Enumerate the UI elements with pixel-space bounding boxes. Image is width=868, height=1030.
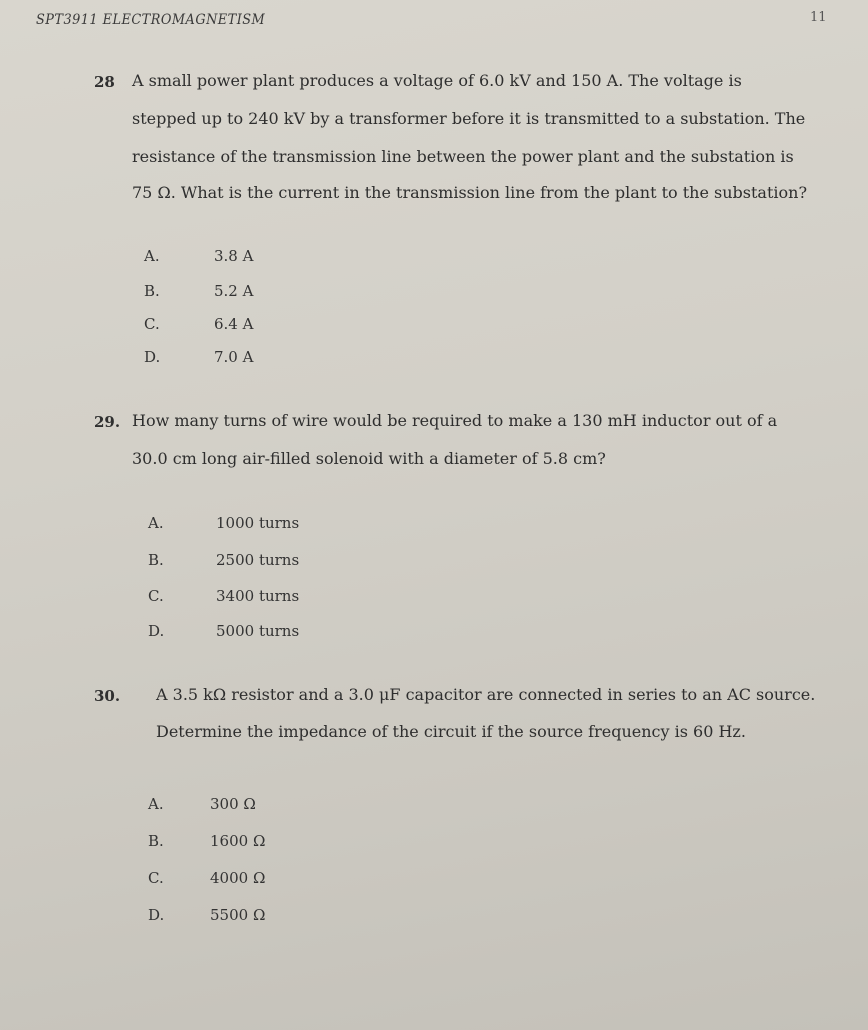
option-letter: B. bbox=[148, 551, 164, 569]
option-text: 5000 turns bbox=[216, 622, 300, 640]
option-text: 6.4 A bbox=[214, 315, 254, 333]
option-text: 5500 Ω bbox=[210, 906, 266, 924]
option-text: 1000 turns bbox=[216, 514, 300, 532]
option-letter: D. bbox=[148, 622, 165, 640]
question-number: 28 bbox=[94, 73, 115, 91]
option-text: 300 Ω bbox=[210, 795, 256, 813]
question-text-line: Determine the impedance of the circuit if the source frequency is 60 Hz. bbox=[156, 722, 746, 741]
question-text-line: 75 Ω. What is the current in the transmission line from the plant to the substation? bbox=[132, 183, 808, 202]
option-letter: A. bbox=[148, 795, 164, 813]
question-text-line: How many turns of wire would be required to make a 130 mH inductor out of a bbox=[132, 411, 778, 430]
option-letter: B. bbox=[144, 282, 160, 300]
page-number: 11 bbox=[810, 10, 827, 25]
option-letter: C. bbox=[148, 587, 164, 605]
question-number: 29. bbox=[94, 413, 121, 431]
option-text: 7.0 A bbox=[214, 348, 254, 366]
option-letter: C. bbox=[144, 315, 160, 333]
question-text-line: A small power plant produces a voltage of 6.0 kV and 150 A. The voltage is bbox=[132, 71, 742, 90]
option-text: 3.8 A bbox=[214, 247, 254, 265]
question-text-line: 30.0 cm long air-filled solenoid with a diameter of 5.8 cm? bbox=[132, 449, 606, 468]
question-number: 30. bbox=[94, 687, 121, 705]
course-header: SPT3911 ELECTROMAGNETISM bbox=[36, 12, 266, 28]
option-text: 4000 Ω bbox=[210, 869, 266, 887]
option-letter: D. bbox=[144, 348, 161, 366]
option-letter: A. bbox=[144, 247, 160, 265]
question-text-line: resistance of the transmission line between the power plant and the substation is bbox=[132, 147, 794, 166]
option-letter: D. bbox=[148, 906, 165, 924]
option-letter: C. bbox=[148, 869, 164, 887]
question-text-line: stepped up to 240 kV by a transformer before it is transmitted to a substation. The bbox=[132, 109, 806, 128]
question-text-line: A 3.5 kΩ resistor and a 3.0 μF capacitor are connected in series to an AC source. bbox=[156, 685, 816, 704]
option-text: 1600 Ω bbox=[210, 832, 266, 850]
option-text: 2500 turns bbox=[216, 551, 300, 569]
option-letter: A. bbox=[148, 514, 164, 532]
option-text: 5.2 A bbox=[214, 282, 254, 300]
option-letter: B. bbox=[148, 832, 164, 850]
option-text: 3400 turns bbox=[216, 587, 300, 605]
